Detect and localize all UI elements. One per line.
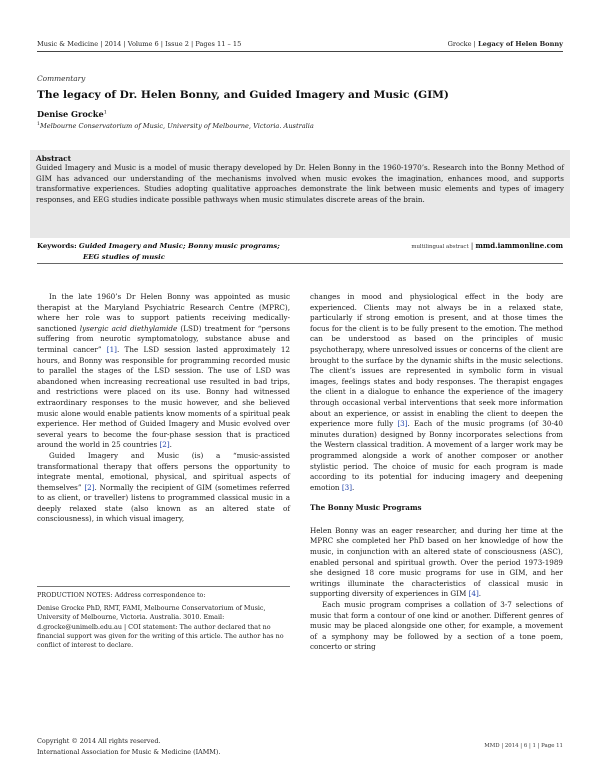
body-paragraph: Helen Bonny was an eager researcher, and during her time at the MPRC she completed her PhD based on her knowledge of how the music, in conjunction with an altered state of consciousness (ASC), enabled personal and spiritual growth. Over the period 1973-1989 she designed 18 core music programs for use in GIM, and her writings illuminate the characteristics of classical music in supporting diversity of experiences in GIM [4].: [310, 525, 563, 599]
author-affiliation: [37, 122, 314, 130]
running-header-author-title: Grocke | Legacy of Helen Bonny: [447, 40, 563, 48]
keywords-line2: EEG studies of music: [83, 252, 165, 261]
citation-link[interactable]: [2]: [159, 440, 170, 450]
body-column-left: [37, 292, 290, 525]
copyright-line1: Copyright © 2014 All rights reserved.: [37, 737, 161, 745]
citation-link[interactable]: [3]: [341, 482, 353, 492]
body-column-right: [310, 292, 563, 653]
abstract-text: Guided Imagery and Music is a model of music therapy developed by Dr. Helen Bonny in the 1960-1970’s. Research into the Bonny Method of GIM has advanced our understanding of the mechanisms involved when music evokes the imagination, enhances mood, and supports transformative experiences. Studies adopting qualitative approaches demonstrate the link between music elements and types of imagery responses, and EEG studies indicate possible pathways when music stimulates discrete areas of the brain.: [36, 163, 564, 204]
author-name-text: Denise Grocke: [37, 109, 104, 119]
page-footer: MMD | 2014 | 6 | 1 | Page 11: [484, 743, 563, 749]
keywords: [37, 241, 280, 262]
header-rule: [37, 51, 563, 52]
copyright: [37, 736, 220, 758]
author-sup: 1: [103, 109, 107, 116]
keywords-rule: [37, 263, 563, 264]
article-type: Commentary: [37, 74, 86, 83]
citation-link[interactable]: [4]: [468, 589, 479, 599]
keywords-line1: Guided Imagery and Music; Bonny music programs;: [78, 242, 280, 250]
abstract-heading: Abstract: [36, 154, 72, 163]
running-title: Legacy of Helen Bonny: [478, 40, 563, 48]
production-notes-heading: PRODUCTION NOTES: Address correspondence to:: [37, 591, 206, 599]
italic-term: lysergic acid diethylamide: [79, 323, 178, 333]
body-paragraph: Guided Imagery and Music (is) a “music-assisted transformational therapy that offers persons the opportunity to integrate mental, emotional, physical, and spiritual aspects of themselves” [2]. Normally the recipient of GIM (sometimes referred to as client, or traveller) listens to programmed classical music in a deeply relaxed state (also known as an altered state of consciousness), in which visual imagery,: [37, 450, 290, 524]
author-name: [37, 109, 107, 119]
affiliation-sup: 1: [37, 122, 40, 127]
multilingual-abstract: [411, 241, 563, 250]
production-notes: [37, 586, 290, 650]
body-paragraph: changes in mood and physiological effect in the body are experienced. Clients may not always be in a relaxed state, particularly if strong emotion is present, and at those times the focus for the client is to be fully present to the emotion. The method can be understood as based on the principles of music psychotherapy, where unresolved issues or concerns of the client are brought to the surface by the dynamic shifts in the music selections. The client’s issues are represented in symbolic form in visual images, feelings states and body responses. The therapist engages the client in a dialogue to enhance the experience of the imagery through occasional verbal interventions that seek more information about an experience, or assist in enabling the client to deepen the experience more fully [3]. Each of the music programs (of 30-40 minutes duration) designed by Bonny incorporates selections from the Western classical tradition. A movement of a larger work may be programmed alongside a work of another composer or another stylistic period. The choice of music for each program is made according to its potential for inducing imagery and deepening emotion [3].: [310, 292, 563, 492]
running-header-journal-info: Music & Medicine | 2014 | Volume 6 | Issue 2 | Pages 11 – 15: [37, 40, 242, 48]
body-paragraph: Each music program comprises a collation of 3-7 selections of music that form a contour of one kind or another. Different genres of music may be placed alongside one other, for example, a movement of a symphony may be followed by a section of a tone poem, concerto or string: [310, 600, 563, 652]
multilingual-label: multilingual abstract: [411, 244, 469, 250]
body-paragraph: In the late 1960’s Dr Helen Bonny was appointed as music therapist at the Maryland Psychiatric Research Centre (MPRC), where her role was to support patients receiving medically-sanctioned lysergic acid diethylamide (LSD) treatment for “persons suffering from neurotic symptomatology, substance abuse and terminal cancer” [1]. The LSD session lasted approximately 12 hours, and Bonny was responsible for programming recorded music to parallel the stages of the LSD session. The use of LSD was abandoned when increasing recreational use resulted in bad trips, and restrictions were placed on its use. Bonny had witnessed extraordinary responses to the music however, and she believed music alone would enable patients know moments of a spiritual peak experience. Her method of Guided Imagery and Music evolved over several years to become the four-phase session that is practiced around the world in 25 countries [2].: [37, 292, 290, 450]
citation-link[interactable]: [3]: [397, 419, 408, 429]
citation-link[interactable]: [2]: [84, 482, 95, 492]
affiliation-text: Melbourne Conservatorium of Music, University of Melbourne, Victoria. Australia: [39, 122, 314, 131]
citation-link[interactable]: [1]: [106, 344, 117, 354]
multilingual-link[interactable]: mmd.iammonline.com: [475, 241, 563, 250]
keywords-label: Keywords:: [37, 242, 77, 250]
production-notes-text: Denise Grocke PhD, RMT, FAMI, Melbourne Conservatorium of Music, University of Melbourne, Victoria. Australia. 3010. Email: d.grocke@unimelb.edu.au | COI statement: The author declared that no financial support was given for the writing of this article. The author has no conflict of interest to declare.: [37, 604, 284, 650]
abstract-box: [30, 150, 570, 238]
section-heading: The Bonny Music Programs: [310, 503, 422, 513]
copyright-line2: International Association for Music & Medicine (IAMM).: [37, 748, 221, 756]
running-author: Grocke: [447, 40, 472, 48]
multilingual-separator: |: [470, 242, 474, 250]
article-title: The legacy of Dr. Helen Bonny, and Guided Imagery and Music (GIM): [37, 89, 449, 101]
